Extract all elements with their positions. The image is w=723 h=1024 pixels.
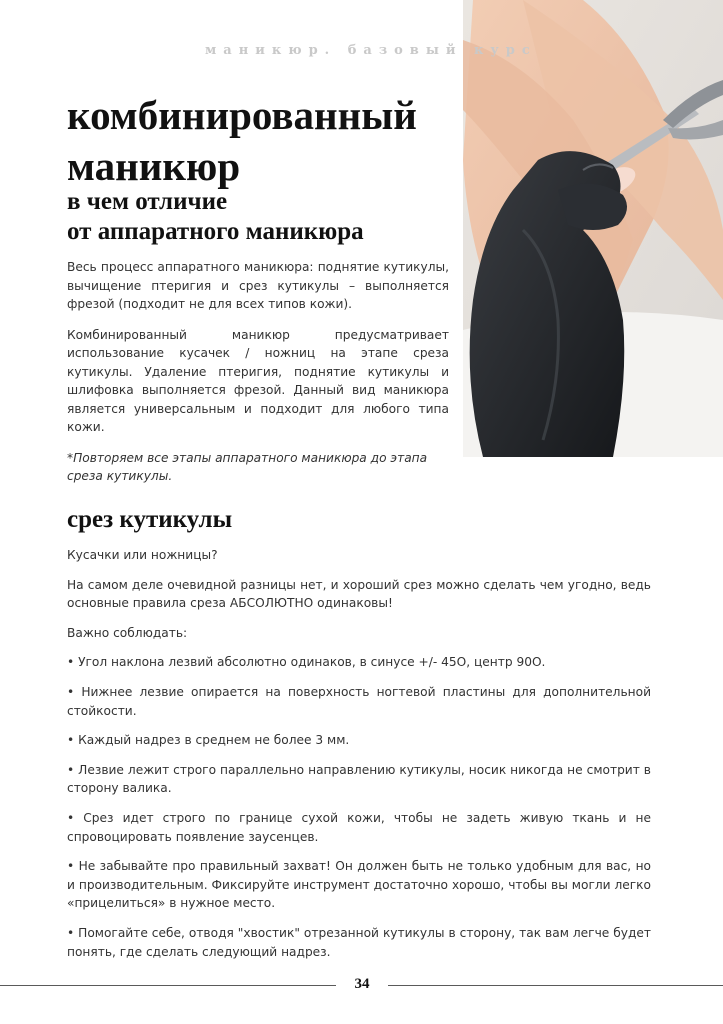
intro-text xyxy=(67,258,449,498)
manicure-photo xyxy=(463,0,723,457)
bullet-item: • Помогайте себе, отводя "хвостик" отрезанной кутикулы в сторону, так вам легче будет понять, где сделать следующий надрез. xyxy=(67,925,651,959)
page-number: 34 xyxy=(354,976,370,992)
bullet-item: • Срез идет строго по границе сухой кожи, чтобы не задеть живую ткань и не спровоцировать появление заусенцев. xyxy=(67,810,651,844)
bullet-item: • Нижнее лезвие опирается на поверхность ногтевой пластины для дополнительной стойкости. xyxy=(67,684,651,718)
section-paragraph-1: На самом деле очевидной разницы нет, и хороший срез можно сделать чем угодно, ведь основные правила среза АБСОЛЮТНО одинаковы! xyxy=(67,577,651,611)
manicure-photo-icon xyxy=(463,0,723,457)
subtitle-line-2: от аппаратного маникюра xyxy=(67,218,364,245)
section-title: срез кутикулы xyxy=(67,506,233,533)
section-important: Важно соблюдать: xyxy=(67,625,188,640)
footer-divider-right xyxy=(388,985,723,986)
section-body xyxy=(67,546,651,972)
intro-note: *Повторяем все этапы аппаратного маникюра до этапа среза кутикулы. xyxy=(67,450,428,483)
intro-paragraph-2: Комбинированный маникюр предусматривает использование кусачек / ножниц на этапе среза кутикулы. Удаление птеригия, поднятие кутикулы и шлифовка выполняется фрезой. Данный вид маникюра является универсальным и подходит для любого типа кожи. xyxy=(67,327,449,434)
section-question: Кусачки или ножницы? xyxy=(67,548,218,562)
bullet-item: • Каждый надрез в среднем не более 3 мм. xyxy=(67,733,350,748)
footer-divider-left xyxy=(0,985,336,986)
bullet-item: • Лезвие лежит строго параллельно направлению кутикулы, носик никогда не смотрит в сторону валика. xyxy=(67,762,651,796)
page-subtitle xyxy=(67,187,457,247)
subtitle-line-1: в чем отличие xyxy=(67,188,228,215)
intro-paragraph-1: Весь процесс аппаратного маникюра: поднятие кутикулы, вычищение птеригия и срез кутикулы – выполняется фрезой (подходит не для всех типов кожи). xyxy=(67,260,449,311)
page-title: комбинированный маникюр xyxy=(67,92,417,189)
bullet-item: • Не забывайте про правильный захват! Он должен быть не только удобным для вас, но и производительным. Фиксируйте инструмент достаточно хорошо, чтобы вы могли легко «прицелиться» в нужное место. xyxy=(67,859,651,911)
bullet-item: • Угол наклона лезвий абсолютно одинаков, в синусе +/- 45О, центр 90О. xyxy=(67,655,546,670)
running-header: маникюр. базовый курс xyxy=(205,43,537,58)
